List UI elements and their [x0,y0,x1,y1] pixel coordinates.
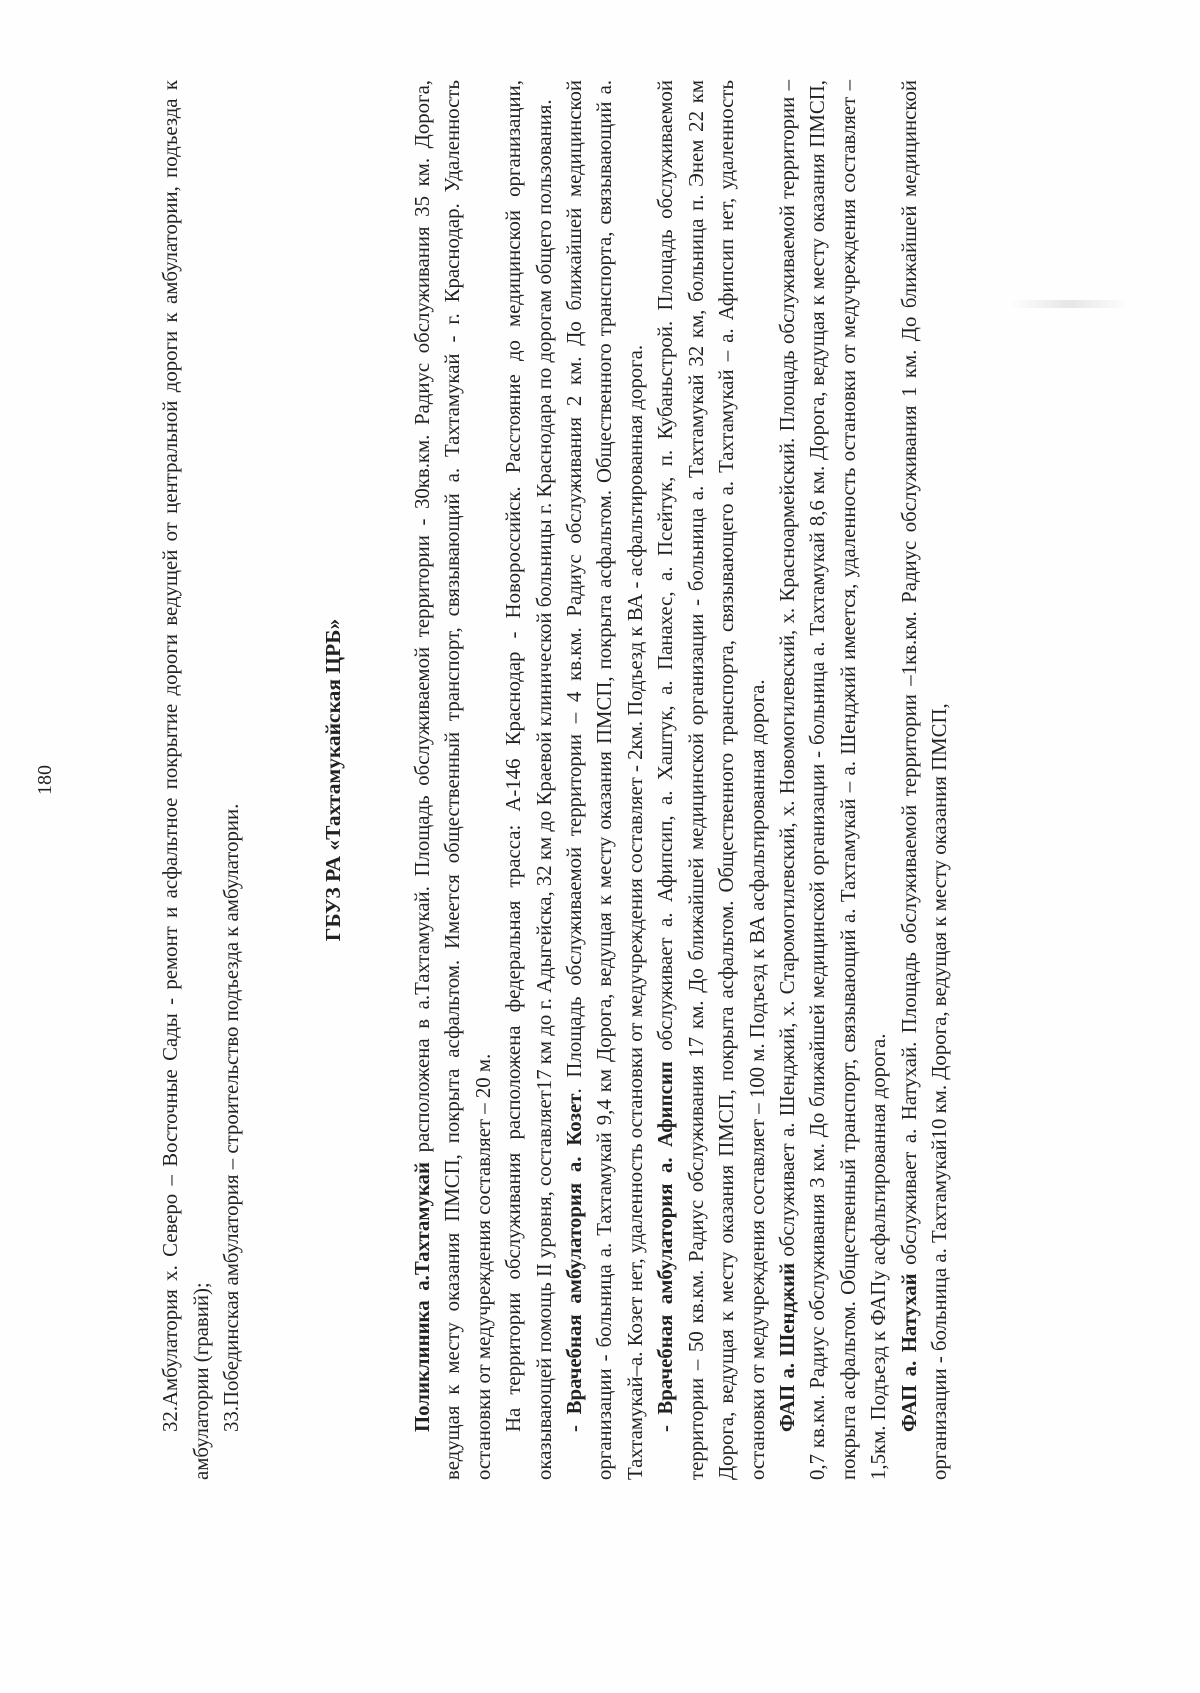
paragraph-text: обслуживает а. Натухай. Площадь обслуживаемой территории –1кв.км. Радиус обслуживания 1 км. До ближайшей медицинской организации - больница а. Тахтамукай10 км. Дорога, ведущая к месту оказания ПМСП, [897,80,951,1480]
rotated-text-block [34,79,1090,1480]
page-number: 180 [34,765,56,795]
paragraph-text: . Площадь обслуживаемой территории – 4 кв.км. Радиус обслуживания 2 км. До ближайшей медицинской организации - больница а. Тахтамукай 9,4 км Дорога, ведущая к месту оказания ПМСП, покрыта асфальтом. Общественного транспорта, связывающий а. Тахтамукай–а. Козет нет, удаленность остановки от медучреждения составляет - 2км. Подъезд к ВА - асфальтированная дорога. [563,80,647,1480]
paragraph-lead: ФАП а. Натухай [897,1273,921,1432]
paragraph-polyclinic [408,80,499,1480]
paragraph-lead: Поликлиника а.Тахтамукай [411,1162,435,1432]
paragraph-lead: - Врачебная амбулатория а. Козет [563,1093,587,1432]
paragraph-natukhay [895,80,956,1480]
prelim-item-33: 33.Побединская амбулатория – строительство подъезда к амбулатории. [220,803,244,1432]
paragraph-shendzhiy [773,80,895,1480]
prelim-item-32: 32.Амбулатория х. Северо – Восточные Сады - ремонт и асфальтное покрытие дороги ведущей от центральной дороги к амбулатории, подъезда к амбулатории (гравий); [159,80,213,1480]
paragraph-text: обслуживает а. Шенджий, х. Старомогилевский, х. Новомогилевский, х. Красноармейский. Площадь обслуживаемой территории –0,7 кв.км. Радиус обслуживания 3 км. До ближайшей медицинской организации - больница а. Тахтамукай 8,6 км. Дорога, ведущая к месту оказания ПМСП, покрыта асфальтом. Общественный транспорт, связывающий а. Тахтамукай – а. Шенджий имеется, удаленность остановки от медучреждения составляет – 1,5км. Подъезд к ФАПу асфальтированная дорога. [775,79,891,1480]
paragraph-lead: - Врачебная амбулатория а. Афипсип [654,1061,678,1432]
paragraph-text: На территории обслуживания расположена федеральная трасса: А-146 Краснодар - Новороссийск. Расстояние до медицинской организации, оказывающей помощь II уровня, составляет17 км до г. Адыгейска, 32 км до Краевой клинической больницы г. Краснодара по дорогам общего пользования. [502,80,556,1480]
paragraph-lead: ФАП а. Шенджий [775,1262,799,1432]
paragraph-text: расположена в а.Тахтамукай. Площадь обслуживаемой территории - 30кв.км. Радиус обслуживания 35 км. Дорога, ведущая к месту оказания ПМСП, покрыта асфальтом. Имеется общественный транспорт, связывающий а. Тахтамукай - г. Краснодар. Удаленность остановки от медучреждения составляет – 20 м. [411,80,495,1480]
paragraph-text: обслуживает а. Афипсип, а. Хаштук, а. Панахес, а. Псейтук, п. Кубаньстрой. Площадь обслуживаемой территории – 50 кв.км. Радиус обслуживания 17 км. До ближайшей медицинской организации - больница а. Тахтамукай 32 км, больница п. Энем 22 км Дорога, ведущая к месту оказания ПМСП, покрыта асфальтом. Общественного транспорта, связывающего а. Тахтамукай – а. Афипсип нет, удаленность остановки от медучреждения составляет – 100 м. Подъезд к ВА асфальтированная дорога. [654,80,769,1480]
paragraph-territory [499,80,560,1480]
paragraph-kozet [560,80,651,1480]
paragraph-afipsip [651,80,773,1480]
section-heading: ГБУЗ РА «Тахтамукайская ЦРБ» [320,618,345,942]
